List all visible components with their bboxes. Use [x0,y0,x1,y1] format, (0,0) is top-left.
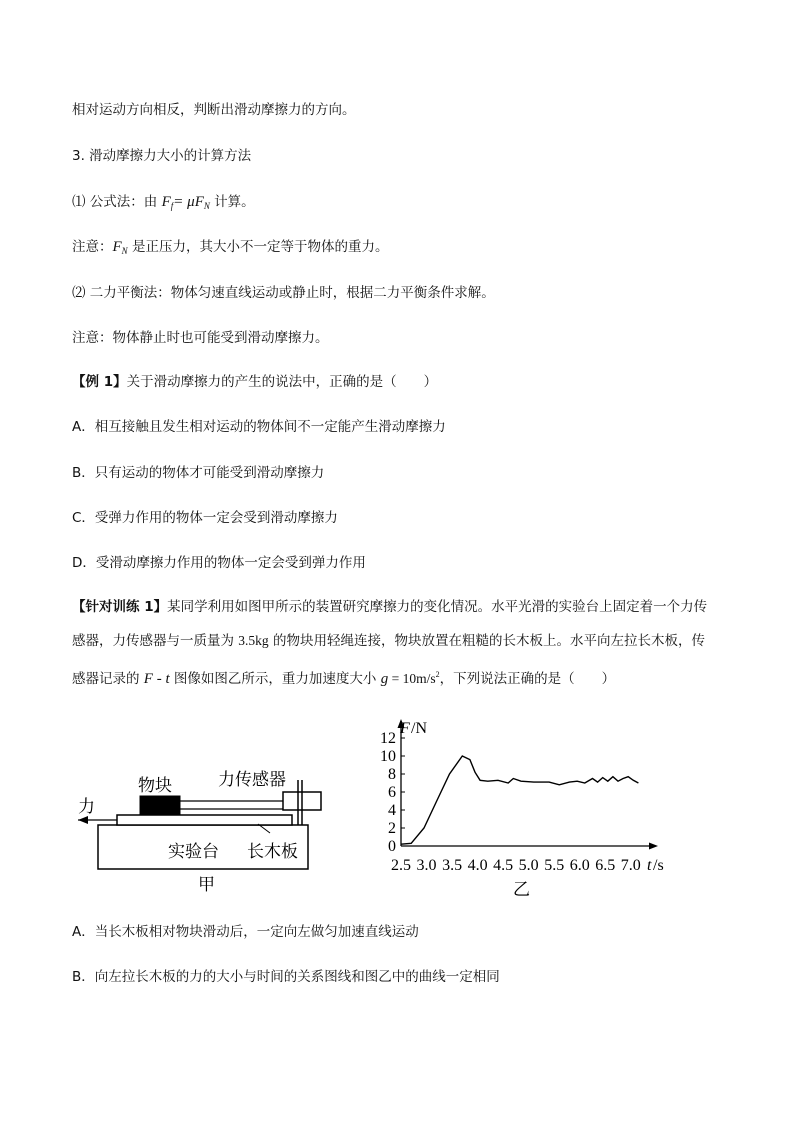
y-tick-label: 4 [388,802,396,819]
x-tick-label: 3.5 [442,857,463,874]
formula-equals-mu: = μ [173,194,195,210]
training-1-g: g [380,671,389,687]
example-1-option-a: A．相互接触且发生相对运动的物体间不一定能产生滑动摩擦力 [72,419,446,435]
block [140,796,180,815]
apparatus-diagram [70,760,340,895]
training-1-text-1: 某同学利用如图甲所示的装置研究摩擦力的变化情况。水平光滑的实验台上固定着一个力传 [167,599,708,615]
block-label: 物块 [138,776,172,796]
y-tick-label: 0 [388,838,396,855]
example-1-stem [72,372,437,392]
x-axis-var: t [647,857,652,874]
note-normal-symbol: F [112,239,122,255]
x-tick-label: 5.0 [518,857,539,874]
example-1-option-d: D．受滑动摩擦力作用的物体一定会受到弹力作用 [72,555,366,571]
force-label: 力 [78,797,95,817]
long-board [117,815,292,825]
training-1-text-2a: 感器，力传感器与一质量为 [72,633,239,649]
y-tick-label: 12 [380,730,396,747]
example-1-option-c: C．受弹力作用的物体一定会受到滑动摩擦力 [72,510,338,526]
friction-symbol: F [161,194,171,210]
figure-jia-caption: 甲 [198,875,215,895]
note-normal-subscript: N [121,246,128,256]
note-line-2: 注意：物体静止时也可能受到滑动摩擦力。 [72,330,329,346]
training-1-mass: 3.5kg [238,633,269,648]
pull-arrow-head [78,816,88,824]
figure-yi-caption: 乙 [513,880,530,900]
x-tick-label: 6.0 [569,857,590,874]
training-1-gsup: 2 [435,670,440,679]
sensor-label: 力传感器 [218,770,286,790]
force-curve [401,756,638,844]
note-line-1 [72,237,388,261]
friction-subscript: f [170,201,174,211]
x-tick-label: 5.5 [544,857,565,874]
x-axis-arrow [649,843,658,850]
note-suffix: 是正压力，其大小不一定等于物体的重力。 [127,239,389,255]
example-1-option-b: B．只有运动的物体才可能受到滑动摩擦力 [72,465,325,481]
training-1-text-3c: ，下列说法正确的是（ ） [439,671,616,687]
table-label: 实验台 [168,842,219,862]
y-axis-unit: /N [411,720,427,737]
normal-force-subscript: N [203,201,210,211]
note-prefix: 注意： [72,239,113,255]
x-tick-label: 6.5 [595,857,616,874]
example-1-tag: 【例 1】 [72,374,127,390]
y-tick-label: 2 [388,820,396,837]
training-1-text-2b: 的物块用轻绳连接，物块放置在粗糙的长木板上。水平向左拉长木板，传 [268,633,705,649]
normal-force-symbol: F [194,194,204,210]
training-1-text-3b: 图像如图乙所示，重力加速度大小 [169,671,381,687]
formula-prefix: ⑴ 公式法：由 [72,194,162,210]
formula-line [72,192,255,216]
training-1-option-b: B．向左拉长木板的力的大小与时间的关系图线和图乙中的曲线一定相同 [72,969,500,985]
training-1-text-3a: 感器记录的 [72,671,144,687]
x-tick-label: 4.5 [493,857,514,874]
ft-chart [355,715,715,900]
text-line-1: 相对运动方向相反，判断出滑动摩擦力的方向。 [72,102,356,118]
x-tick-label: 4.0 [467,857,488,874]
training-1-line-3 [72,665,615,689]
x-axis-unit: /s [653,857,664,874]
x-tick-label: 2.5 [391,857,411,874]
training-1-tag: 【针对训练 1】 [72,599,168,615]
x-tick-label: 3.0 [416,857,437,874]
y-tick-label: 8 [388,766,396,783]
training-1-line-1 [72,597,707,617]
text-line-5: ⑵ 二力平衡法：物体匀速直线运动或静止时，根据二力平衡条件求解。 [72,285,495,301]
board-label: 长木板 [247,842,298,862]
training-1-ft: F - t [143,671,170,687]
example-1-question: 关于滑动摩擦力的产生的说法中，正确的是（ ） [126,374,438,390]
y-tick-label: 6 [388,784,396,801]
training-1-option-a: A．当长木板相对物块滑动后，一定向左做匀加速直线运动 [72,924,419,940]
training-1-line-2 [72,631,705,651]
formula-suffix: 计算。 [209,194,255,210]
x-tick-label: 7.0 [620,857,641,874]
text-line-2: 3. 滑动摩擦力大小的计算方法 [72,148,252,164]
y-axis-var: F [400,720,410,737]
y-tick-label: 10 [380,748,396,765]
training-1-gval: = 10m/s [388,671,436,686]
